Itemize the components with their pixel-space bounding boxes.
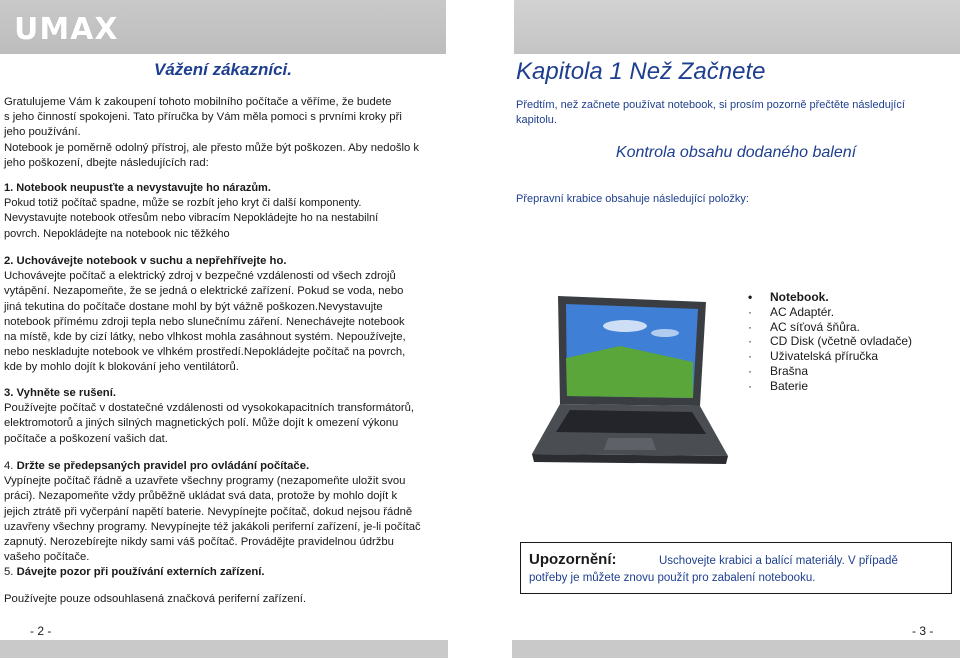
section-4-line: práci). Nezapomeňte vždy průběžně ukládat svá data, protože by mohlo dojít k	[4, 490, 398, 503]
section-4-title	[4, 459, 446, 474]
chapter-intro	[516, 98, 960, 128]
footer-bar-right	[512, 640, 960, 658]
section-3	[4, 386, 446, 447]
section-4-number: 4.	[4, 460, 17, 472]
list-item-label: Baterie	[770, 378, 809, 393]
bullet-icon: ·	[748, 334, 752, 349]
section-1-line: Nevystavujte notebook otřesům nebo vibracím Nepokládejte ho na nestabilní	[4, 212, 379, 225]
intro-line: Notebook je poměrně odolný přístroj, ale přesto může být poškozen. Aby nedošlo k	[4, 141, 420, 154]
section-2-title: 2. Uchovávejte notebook v suchu a nepřehřívejte ho.	[4, 255, 287, 267]
section-2-line: notebook přímému zdroji tepla nebo slunečnímu záření. Nenechávejte notebook	[4, 315, 405, 328]
bullet-icon: ·	[748, 363, 752, 378]
warning-text-line: potřeby je můžete znovu použít pro zabalení notebooku.	[529, 572, 816, 584]
intro-paragraph	[4, 95, 446, 171]
section-5-title	[4, 565, 446, 580]
section-2-line: nebo neskladujte notebook ve vlhkém prostředí.Nepokládejte počítač na povrch,	[4, 346, 406, 359]
section-3-line: Používejte počítač v dostatečné vzdálenosti od vysokokapacitních transformátorů,	[4, 402, 415, 415]
list-item	[744, 364, 912, 379]
list-item-label: AC Adaptér.	[770, 304, 835, 319]
laptop-touchpad	[604, 438, 656, 450]
screen-cloud	[603, 320, 647, 332]
section-1-line: povrch. Nepokládejte na notebook nic těžkého	[4, 227, 230, 240]
section-5-title-text: Dávejte pozor při používání externích zařízení.	[16, 566, 265, 579]
section-1	[4, 181, 446, 242]
left-page	[0, 0, 448, 660]
page-number-right: - 3 -	[912, 624, 934, 638]
header-bar-right	[514, 0, 960, 54]
intro-line: jeho používání.	[4, 126, 81, 139]
section-4	[4, 459, 446, 581]
section-2	[4, 254, 446, 376]
laptop-photo	[530, 288, 730, 473]
page-number-left: - 2 -	[30, 624, 52, 638]
chapter-intro-line: Předtím, než začnete používat notebook, si prosím pozorně přečtěte následující	[516, 99, 905, 111]
bullet-icon: •	[748, 290, 753, 304]
list-item	[744, 334, 912, 349]
intro-line: jeho poškození, dbejte následujících rad:	[4, 156, 209, 169]
laptop-keyboard	[556, 410, 706, 434]
warning-text-line: Uschovejte krabici a balící materiály. V případě	[659, 555, 898, 567]
warning-label: Upozornění:	[529, 551, 617, 568]
intro-line: Gratulujeme Vám k zakoupení tohoto mobilního počítače a věříme, že budete	[4, 96, 392, 108]
section-4-line: uzavřeny všechny programy. Nevypínejte též jakákoli periferní zařízení, je-li počítač	[4, 520, 421, 533]
screen-cloud	[651, 329, 679, 337]
section-2-line: Uchovávejte počítač a elektrický zdroj v bezpečné vzdálenosti od všech zdrojů	[4, 270, 396, 283]
section-5-note: Používejte pouze odsouhlasená značková periferní zařízení.	[4, 593, 307, 605]
section-3-line: počítače a poškození vašich dat.	[4, 432, 168, 445]
list-item	[744, 305, 912, 320]
list-item-label: Notebook.	[770, 290, 829, 304]
footer-bar-left	[0, 640, 448, 658]
section-2-line: na místě, kde by cizí látky, nebo vlhkost mohla zasáhnout systém. Nepoužívejte,	[4, 331, 406, 344]
list-item-label: Brašna	[770, 363, 809, 378]
bullet-icon: ·	[748, 319, 752, 334]
greeting-heading: Vážení zákazníci.	[154, 60, 292, 79]
section-1-title: 1. Notebook neupusťte a nevystavujte ho nárazům.	[4, 182, 271, 194]
package-item-list	[744, 290, 912, 394]
section-4-line: zapnutý. Nerozebírejte nikdy sami váš počítač. Provádějte pravidelnou údržbu	[4, 536, 394, 549]
bullet-icon: ·	[748, 349, 752, 364]
section-2-line: kde by mohlo dojít k blokování jeho ventilátorů.	[4, 361, 239, 374]
section-1-line: Pokud totiž počítač spadne, může se rozbít jeho kryt či další komponenty.	[4, 197, 362, 210]
list-item-label: CD Disk (včetně ovladače)	[770, 334, 913, 349]
section-2-line: jiná tekutina do počítače dostane mohl by být vážně poškozen.Nevystavujte	[4, 300, 383, 313]
section-4-title-text: Držte se předepsaných pravidel pro ovládání počítače.	[16, 460, 310, 472]
logo-bar	[0, 0, 446, 54]
list-item	[744, 379, 912, 394]
section-4-line: vašeho počítače.	[4, 551, 90, 564]
section-4-line: jejich ztrátě při vyčerpání napětí baterie. Nevypínejte počítač, dokud nejsou řádně	[4, 505, 413, 518]
list-item	[744, 349, 912, 364]
section-4-line: Vypínejte počítač řádně a uzavřete všechny programy (nezapomeňte uložit svou	[4, 475, 406, 488]
list-item	[744, 320, 912, 335]
chapter-intro-line: kapitolu.	[516, 114, 557, 126]
section-2-line: vytápění. Nezapomeňte, že se jedná o elektrické zařízení. Pokud se voda, nebo	[4, 285, 404, 298]
intro-line: s jeho činností spokojeni. Tato příručka by Vám měla pomoci s prvními kroky při	[4, 111, 402, 124]
package-intro: Přepravní krabice obsahuje následující položky:	[516, 193, 749, 205]
section-5-number: 5.	[4, 566, 17, 579]
warning-box	[520, 542, 952, 594]
section-3-title: 3. Vyhněte se rušení.	[4, 387, 116, 399]
list-item-label: Uživatelská příručka	[770, 349, 879, 364]
bullet-icon: ·	[748, 378, 752, 393]
section-title: Kontrola obsahu dodaného balení	[615, 144, 857, 161]
bullet-icon: ·	[748, 304, 752, 319]
right-page	[512, 0, 960, 660]
umax-logo: UMAX	[14, 12, 119, 47]
list-item	[744, 290, 912, 305]
chapter-title: Kapitola 1 Než Začnete	[516, 58, 766, 85]
list-item-label: AC síťová šňůra.	[770, 319, 860, 334]
section-3-line: elektromotorů a jiných silných magnetických polí. Může dojít k omezení výkonu	[4, 417, 399, 430]
